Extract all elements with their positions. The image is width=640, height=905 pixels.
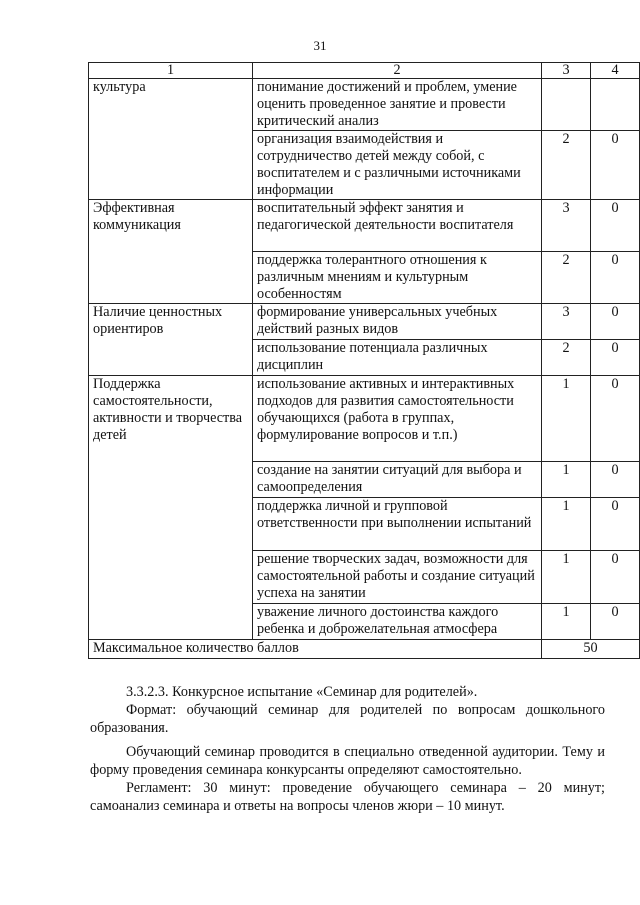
score-cell: 0 (591, 604, 640, 640)
table-row (89, 304, 640, 340)
score-cell: 1 (542, 376, 591, 462)
indicator-cell: формирование универсальных учебных действий разных видов (253, 304, 542, 340)
header-cell-1: 1 (89, 63, 253, 79)
indicator-cell: создание на занятии ситуаций для выбора и самоопределения (253, 462, 542, 498)
criterion-cell: Наличие ценностных ориентиров (89, 304, 253, 376)
score-cell (542, 79, 591, 131)
score-cell: 0 (591, 376, 640, 462)
score-cell: 0 (591, 252, 640, 304)
page-number: 31 (313, 38, 327, 53)
score-cell: 0 (591, 551, 640, 604)
indicator-cell: поддержка толерантного отношения к различным мнениям и культурным особенностям (253, 252, 542, 304)
table-header-row (89, 63, 640, 79)
table-row (89, 376, 640, 462)
score-cell: 1 (542, 498, 591, 551)
header-cell-3: 3 (542, 63, 591, 79)
table-row (89, 200, 640, 252)
indicator-cell: решение творческих задач, возможности для самостоятельной работы и создание ситуаций успеха на занятии (253, 551, 542, 604)
score-cell: 0 (591, 340, 640, 376)
section-text (90, 683, 605, 815)
indicator-cell: поддержка личной и групповой ответственности при выполнении испытаний (253, 498, 542, 551)
score-cell (591, 79, 640, 131)
header-cell-4: 4 (591, 63, 640, 79)
indicator-cell: понимание достижений и проблем, умение оценить проведенное занятие и провести критический анализ (253, 79, 542, 131)
indicator-cell: уважение личного достоинства каждого ребенка и доброжелательная атмосфера (253, 604, 542, 640)
score-cell: 1 (542, 462, 591, 498)
indicator-cell: использование активных и интерактивных подходов для развития самостоятельности обучающихся (работа в группах, формулирование вопросов и т.п.) (253, 376, 542, 462)
score-cell: 0 (591, 131, 640, 200)
score-cell: 2 (542, 252, 591, 304)
score-cell: 0 (591, 498, 640, 551)
indicator-cell: использование потенциала различных дисциплин (253, 340, 542, 376)
score-cell: 0 (591, 462, 640, 498)
criterion-cell: Эффективная коммуникация (89, 200, 253, 304)
header-cell-2: 2 (253, 63, 542, 79)
score-cell: 3 (542, 200, 591, 252)
total-value: 50 (542, 640, 640, 659)
regulation-paragraph: Регламент: 30 минут: проведение обучающего семинара – 20 минут; самоанализ семинара и ответы на вопросы членов жюри – 10 минут. (90, 780, 605, 814)
criteria-table (88, 62, 640, 659)
total-label: Максимальное количество баллов (89, 640, 542, 659)
format-paragraph: Формат: обучающий семинар для родителей по вопросам дошкольного образования. (90, 702, 605, 736)
indicator-cell: организация взаимодействия и сотрудничество детей между собой, с воспитателем и с различными источниками информации (253, 131, 542, 200)
criterion-cell: культура (89, 79, 253, 200)
section-title: 3.3.2.3. Конкурсное испытание «Семинар для родителей». (126, 684, 478, 700)
score-cell: 2 (542, 340, 591, 376)
score-cell: 1 (542, 604, 591, 640)
score-cell: 2 (542, 131, 591, 200)
table-row (89, 79, 640, 131)
criterion-cell: Поддержка самостоятельности, активности и творчества детей (89, 376, 253, 640)
seminar-paragraph: Обучающий семинар проводится в специально отведенной аудитории. Тему и форму проведения семинара конкурсанты определяют самостоятельно. (90, 744, 605, 778)
score-cell: 0 (591, 200, 640, 252)
score-cell: 1 (542, 551, 591, 604)
score-cell: 3 (542, 304, 591, 340)
total-row (89, 640, 640, 659)
indicator-cell: воспитательный эффект занятия и педагогической деятельности воспитателя (253, 200, 542, 252)
score-cell: 0 (591, 304, 640, 340)
